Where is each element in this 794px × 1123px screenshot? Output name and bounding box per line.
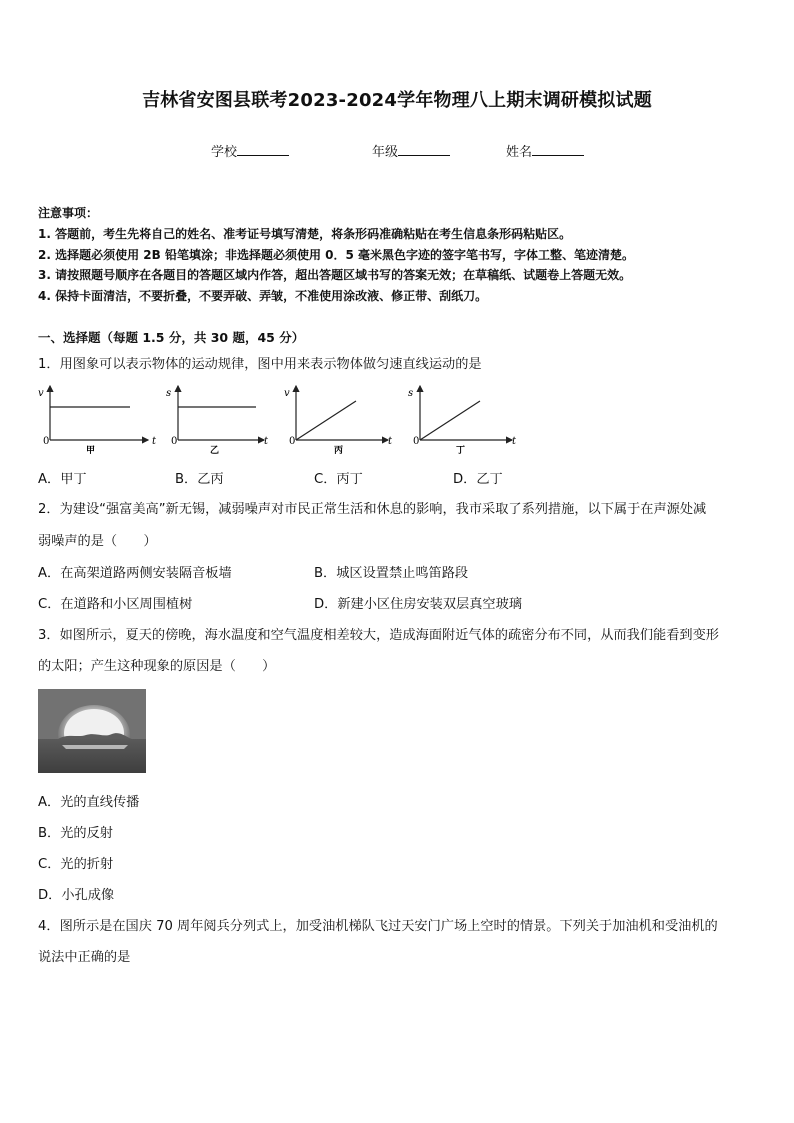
graph-jia [38, 386, 157, 456]
sunset-photo-drawing [38, 689, 146, 773]
question-1-graphs [28, 380, 528, 460]
graph-jia-caption: 甲 [86, 446, 96, 456]
question-3-option-d: D．小孔成像 [38, 888, 115, 903]
graph-yi-origin: 0 [171, 436, 178, 447]
graph-bing-ylabel: v [284, 388, 290, 399]
graph-yi-xlabel: t [264, 436, 269, 447]
question-2-option-d: D．新建小区住房安装双层真空玻璃 [314, 597, 522, 612]
question-2-option-b: B．城区设置禁止鸣笛路段 [314, 566, 469, 581]
question-3-option-c: C．光的折射 [38, 857, 114, 872]
question-1-stem: 1．用图象可以表示物体的运动规律，图中用来表示物体做匀速直线运动的是 [38, 357, 482, 372]
question-4-stem-line1: 4．图所示是在国庆 70 周年阅兵分列式上，加受油机梯队飞过天安门广场上空时的情景。下列关于加油机和受油机的 [38, 919, 718, 934]
question-3-option-b: B．光的反射 [38, 826, 113, 841]
graph-ding-caption: 丁 [456, 446, 466, 456]
graph-jia-xlabel: t [152, 436, 157, 447]
section-heading: 一、选择题（每题 1.5 分，共 30 题，45 分） [38, 330, 305, 345]
graph-bing-caption: 丙 [334, 446, 344, 456]
graph-ding-xlabel: t [512, 436, 517, 447]
graph-ding-line [420, 401, 480, 440]
note-item: 4. 保持卡面清洁，不要折叠，不要弄破、弄皱，不准使用涂改液、修正带、刮纸刀。 [38, 289, 488, 303]
question-2-stem-line2: 弱噪声的是（ ） [38, 534, 157, 549]
school-field [211, 141, 289, 160]
sunset-photo [38, 689, 146, 773]
grade-label: 年级 [372, 145, 399, 160]
graph-bing-origin: 0 [289, 436, 296, 447]
question-3-stem-line2: 的太阳；产生这种现象的原因是（ ） [38, 659, 276, 674]
graph-yi [166, 386, 269, 456]
question-4-stem-line2: 说法中正确的是 [38, 950, 131, 965]
graph-bing-line [296, 401, 356, 440]
graph-ding-ylabel: s [408, 388, 414, 399]
grade-blank [398, 143, 450, 156]
question-2-stem-line1: 2．为建设“强富美高”新无锡，减弱噪声对市民正常生活和休息的影响，我市采取了系列措施，以下属于在声源处减 [38, 502, 707, 517]
graph-ding [408, 386, 517, 456]
note-item: 2. 选择题必须使用 2B 铅笔填涂；非选择题必须使用 0．5 毫米黑色字迹的签字笔书写，字体工整、笔迹清楚。 [38, 248, 634, 262]
question-2-option-a: A．在高架道路两侧安装隔音板墙 [38, 566, 232, 581]
grade-field [372, 141, 450, 160]
graph-bing-xlabel: t [388, 436, 393, 447]
graph-jia-origin: 0 [43, 436, 50, 447]
question-3-option-a: A．光的直线传播 [38, 795, 140, 810]
question-1-option-a: A．甲丁 [38, 472, 87, 487]
school-label: 学校 [211, 145, 238, 160]
graph-jia-ylabel: v [38, 388, 44, 399]
school-blank [237, 143, 289, 156]
name-field [506, 141, 584, 160]
graph-bing [284, 386, 393, 456]
question-1-option-d: D．乙丁 [453, 472, 503, 487]
note-item: 3. 请按照题号顺序在各题目的答题区域内作答，超出答题区域书写的答案无效；在草稿纸、试题卷上答题无效。 [38, 268, 632, 282]
name-label: 姓名 [506, 145, 533, 160]
notes-heading: 注意事项： [38, 206, 99, 220]
page-title: 吉林省安图县联考2023-2024学年物理八上期末调研模拟试题 [142, 90, 652, 111]
question-1-option-c: C．丙丁 [314, 472, 363, 487]
question-3-stem-line1: 3．如图所示，夏天的傍晚，海水温度和空气温度相差较大，造成海面附近气体的疏密分布不同，从而我们能看到变形 [38, 628, 719, 643]
graph-yi-caption: 乙 [210, 446, 220, 456]
name-blank [532, 143, 584, 156]
question-1-option-b: B．乙丙 [175, 472, 224, 487]
question-2-option-c: C．在道路和小区周围植树 [38, 597, 193, 612]
graph-yi-ylabel: s [166, 388, 172, 399]
graph-ding-origin: 0 [413, 436, 420, 447]
note-item: 1. 答题前，考生先将自己的姓名、准考证号填写清楚，将条形码准确粘贴在考生信息条形码粘贴区。 [38, 227, 572, 241]
